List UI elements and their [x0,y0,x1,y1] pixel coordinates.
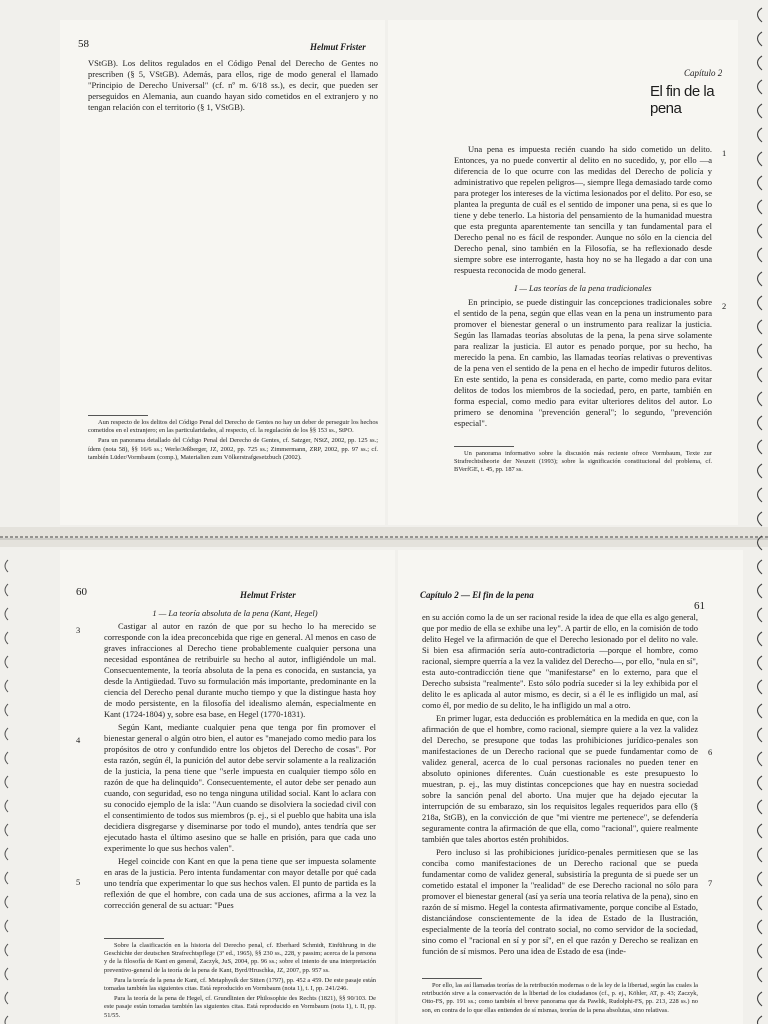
binding-ring [758,1016,763,1024]
binding-ring [758,752,763,766]
binding-ring [5,728,8,740]
body-text [104,621,376,913]
binding-ring [758,440,763,454]
page-59 [388,20,738,525]
binding-ring [5,848,8,860]
running-head: Capítulo 2 — El fin de la pena [420,590,534,600]
binding-ring [5,944,8,956]
body-text [454,144,712,278]
footnote-rule [88,415,148,416]
binding-ring [758,608,763,622]
binding-ring [5,608,8,620]
footnotes [422,982,698,1017]
binding-ring [758,584,763,598]
binding-ring [5,1016,8,1024]
binding-ring [758,176,763,190]
binding-ring [758,8,763,22]
binding-ring [758,392,763,406]
page-61 [398,550,743,1024]
binding-ring [5,752,8,764]
binding-ring [758,704,763,718]
binding-ring [5,776,8,788]
binding-ring [758,128,763,142]
margin-number: 6 [708,747,713,757]
section-heading: 1 — La teoría absoluta de la pena (Kant, Hegel) [152,608,318,618]
page-number: 61 [694,600,705,612]
binding-ring [758,200,763,214]
margin-number: 5 [76,877,81,887]
margin-number: 4 [76,735,81,745]
binding-ring [758,824,763,838]
footnote-rule [104,938,164,939]
binding-ring [5,560,8,572]
chapter-title: El fin de la pena [650,83,715,117]
footnotes [88,419,378,464]
binding-ring [758,32,763,46]
binding-ring [758,992,763,1006]
paragraph: En principio, se puede distinguir las concepciones tradicionales sobre el sentido de la pena, según que ellas vean en la pena un instrumento para promover el bienestar general o un instrumento para realizar la justicia. Según las llamadas teorías absolutas de la pena, la pena sirve solamente para realizar la justicia. El autor es penado porque, por su hecho, ha merecido la pena. En cambio, las llamadas teorías relativas o preventivas de la pena ven el sentido de la pena en el hecho de impedir futuros delitos. En este sentido, la pena es considerada, en parte, como medio para evitar delitos de todos los miembros de la sociedad, pero, en parte, también en forma especial, como medio para evitar ulteriores delitos del autor. Lo primero se denomina "prevención general"; lo segundo, "prevención especial". [454,297,712,428]
binding-ring [758,920,763,934]
paragraph: en su acción como la de un ser racional reside la idea de que ella es algo general, que por medio de ella se exhibe una ley". A partir de ello, en la comisión de todo delito Hegel ve la afirmación de que el Derecho lesionado por el delito no vale. Si bien esa afirmación sería auto-contradictoria —porque el hombre, como racional, siempre querría a la vez la validez del Derecho—, por ello, "nula en sí", esta auto-contradicción tiene que "manifestarse" en lo externo, para que el Derecho subsista "realmente". Esto sólo podría suceder si la ley exhibida por el delito le es aplicada al autor mismo, es decir, si a él le es infligido un mal, así como él, por medio de su delito, le ha infligido un mal a otro. [422,612,698,710]
binding-ring [758,56,763,70]
binding-ring [5,800,8,812]
paragraph: Hegel coincide con Kant en que la pena tiene que ser impuesta solamente en aras de la justicia. Pero intenta fundamentar con mayor detalle por qué cada uno tendría que experimentar lo que sus hechos valen. El punto de partida es la reflexión de que el hombre, con cada una de sus acciones, afirma a la vez la corrección general de su actuar: "Pues [104,856,376,910]
binding-ring [758,632,763,646]
binding-ring [5,920,8,932]
binding-ring [758,296,763,310]
page-60 [60,550,395,1024]
footnote: Un panorama informativo sobre la discusión más reciente ofrece Vormbaum, Texte zur Strafrechtstheorie der Neuzeit (1993); sobre la significación constitucional del problema, cf. BVerfGE, t. 45, pp. 187 ss. [454,450,712,474]
footnote: Sobre la clasificación en la historia del Derecho penal, cf. Eberhard Schmidt, Einführung in die Geschichte der deutschen Strafrechtspflege (3ª ed., 1965), §§ 230 ss., 228, y passim; acerca de la persona y de la filosofía de Kant en general, Zaczyk, JuS, 2004, pp. 96 ss.; sobre el intento de una interpretación preventivo-general de la teoría de la pena de Kant, Byrd/Hruschka, JZ, 2007, pp. 957 ss. [104,942,376,974]
binding-ring [5,872,8,884]
running-head: Helmut Frister [240,590,296,600]
footnote: Para la teoría de la pena de Kant, cf. Metaphysik der Sitten (1797), pp. 452 a 459. De este pasaje están tomadas también las siguientes citas. Está reproducido en Vormbaum (nota 1), t. I, pp. 241/246. [104,976,376,993]
binding-ring [758,368,763,382]
margin-number: 1 [722,148,727,158]
body-text [454,297,712,431]
binding-ring [758,320,763,334]
binding-ring [5,992,8,1004]
binding-ring [758,872,763,886]
footnote-rule [454,446,514,447]
paragraph: VStGB). Los delitos regulados en el Código Penal del Derecho de Gentes no prescriben (§ 5, VStGB). Además, para ellos, rige de modo general el llamado "Principio de Derecho Universal" (cf. nº m. 6/18 ss.), es decir, que pueden ser perseguidos en Alemania, aun cuando hayan sido cometidos en el extranjero y no tengan relación con el territorio (§ 1, VStGB). [88,58,378,112]
binding-ring [758,536,763,550]
binding-ring [5,656,8,668]
binding-rings-left [0,550,12,1024]
chapter-label: Capítulo 2 [684,68,723,78]
paragraph: Una pena es impuesta recién cuando ha sido cometido un delito. Entonces, ya no puede convertir al delito en no sucedido, y, por ello —a diferencia de lo que ocurre con las medidas del Derecho de policía y administrativo que repelen peligros—, siempre llega demasiado tarde como para proteger los intereses de la víctima lesionados por el delito. Por eso, se plantea la pregunta de cuál es el sentido de imponer una pena, si es que lo tiene y debe tenerlo. La historia del pensamiento de la humanidad muestra que esta pregunta aparentemente tan sencilla y tan fundamental para el Derecho penal no es fácil de responder. Aunque no sólo en la ciencia del Derecho penal, sino también en la Filosofía, se ha reflexionado desde siempre sobre ese interrogante, hasta hoy no se ha llegado a dar con una respuesta reconocida de modo general. [454,144,712,275]
footnote: Para la teoría de la pena de Hegel, cf. Grundlinien der Philosophie des Rechts (1821), §§ 90/103. De este pasaje están tomadas también las siguientes citas. Está reproducido en Vormbaum (nota 1), t. II, pp. 51/55. [104,995,376,1019]
section-heading: I — Las teorías de la pena tradicionales [514,283,652,293]
binding-ring [758,344,763,358]
binding-ring [5,632,8,644]
footnote: Para un panorama detallado del Código Penal del Derecho de Gentes, cf. Satzger, NStZ, 2002, pp. 125 ss.; ídem (nota 58), §§ 16/6 ss.; Werle/Jeßberger, JZ, 2002, pp. 725 ss.; Zimmermann, ZRP, 2002, pp. 97 ss.; cf. también Lüder/Vormbaum (comp.), Materialien zum Völkerstrafgesetzbuch (2002). [88,437,378,461]
margin-number: 2 [722,301,727,311]
binding-ring [758,968,763,982]
binding-ring [5,824,8,836]
binding-ring [758,80,763,94]
paragraph: En primer lugar, esta deducción es problemática en la medida en que, con la afirmación de que el hombre, como racional, siempre quiere a la vez la validez del Derecho, se presupone que todas las prohibiciones jurídico-penales son manifestaciones de un Derecho racional que se puede fundamentar como de validez general, acerca de lo cual personas racionales no pueden tener en absoluto opiniones diferentes. Cuán cuestionable es este presupuesto lo muestran, p. ej., las muy distintas concepciones que hay en nuestra sociedad sobre la sanción penal del aborto. Una mujer que ha dejado ejecutar la interrupción de su embarazo, sin los requisitos legales requeridos para ello (§ 218a, StGB), en la convicción de que "mi vientre me pertenece", se defendería seguramente contra la afirmación de que ella, como "racional", quiere realmente también que tales abortos estén prohibidos. [422,713,698,844]
paragraph: Según Kant, mediante cualquier pena que tenga por fin promover el bienestar general o algún otro bien, el autor es "manejado como medio para los propósitos de otro y confundido entre los objetos del Derecho de cosas". Por esta razón, según él, la punición del autor debe servir solamente a la realización de la justicia, la pena tiene que "serle impuesta en cualquier tiempo sólo en razón de que ha delinquido". Consecuentemente, el autor debe ser penado aun cuando, con seguridad, eso no tenga ninguna utilidad social. Kant lo aclara con su conocido ejemplo de la isla: "Aun cuando se disolviera la sociedad civil con el consentimiento de todos sus miembros (p. ej., si el pueblo que habita una isla decidiera disgregarse y diseminarse por todo el mundo), antes tendría que ser ejecutado hasta el último asesino que se halle en prisión, para que cada uno experimente lo que sus hechos valen". [104,722,376,853]
binding-ring [758,560,763,574]
binding-ring [5,584,8,596]
footnote-rule [422,978,482,979]
binding-ring [758,152,763,166]
binding-rings-right [746,0,768,1024]
paragraph: Castigar al autor en razón de que por su hecho lo ha merecido se corresponde con la idea preconcebida que rige en general. Al menos en caso de graves infracciones al Derecho tiene probablemente cualquier persona una necesidad espontánea de retribuirle su hecho al autor, infligiéndole un mal. Consecuentemente, la teoría absoluta de la pena es conocida, en sustancia, ya desde la Antigüedad. Tuvo su formulación más importante, predominante en la ciencia del Derecho penal durante mucho tiempo y que la distingue hasta hoy de modo persistente, en la filosofía del idealismo alemán, especialmente en Kant (1724-1804) y, sobre esa base, en Hegel (1770-1831). [104,621,376,719]
paragraph: Pero incluso si las prohibiciones jurídico-penales permitiesen que se las conciba como manifestaciones de un Derecho racional que se pueda fundamentar como de validez general, subsistiría la pregunta de si puede ser un cometido estatal el imponer la "realidad" de ese Derecho racional no sólo para promover el bienestar general (así ya sería una teoría relativa de la pena), sino en razón de sí mismo. Hegel la contesta afirmativamente, porque concibe al Estado, distanciándose conscientemente de la idea de Estado de la Ilustración, especialmente de la teoría del contrato social, no como servidor de la sociedad, sino como el "racional en sí y por sí", en el que razón y Derecho se realizan en función de sí mismos. Pero una idea de Estado de esa (inde- [422,847,698,956]
footnotes [454,450,712,477]
binding-ring [758,800,763,814]
footnote: Aun respecto de los delitos del Código Penal del Derecho de Gentes no hay un deber de perseguir los hechos cometidos en el extranjero; en las particularidades, al respecto, cf. la regulación de los §§ 153 ss., StPO. [88,419,378,435]
body-text [422,612,698,959]
binding-ring [758,104,763,118]
binding-ring [758,248,763,262]
binding-ring [758,896,763,910]
binding-ring [5,704,8,716]
page-58 [60,20,385,525]
binding-ring [758,680,763,694]
binding-ring [758,776,763,790]
binding-ring [758,512,763,526]
binding-ring [5,896,8,908]
footnotes [104,942,376,1022]
running-head: Helmut Frister [310,42,366,52]
margin-number: 3 [76,625,81,635]
body-text [88,58,378,115]
binding-ring [758,416,763,430]
binding-ring [758,224,763,238]
binding-ring [758,848,763,862]
margin-number: 7 [708,878,713,888]
binding-ring [758,728,763,742]
binding-ring [758,944,763,958]
page-number: 60 [76,586,87,598]
binding-ring [5,680,8,692]
binding-ring [758,464,763,478]
binding-ring [758,656,763,670]
binding-ring [758,488,763,502]
binding-fold [0,527,768,547]
binding-ring [5,968,8,980]
binding-ring [758,272,763,286]
footnote: Por ello, las así llamadas teorías de la retribución modernas o de la ley de la libertad, según las cuales la retribución sirve a la conservación de la libertad de los ciudadanos (cf., p. ej., Köhler, AT, p. 43; Zaczyk, Otto-FS, pp. 191 ss.; como también el breve panorama que da Pawlik, Rudolphi-FS, pp. 213, 228 ss.) no son, en contra de lo que ellas entienden de sí mismas, teorías de la pena absolutas, sino relativas. [422,982,698,1014]
page-number: 58 [78,38,89,50]
